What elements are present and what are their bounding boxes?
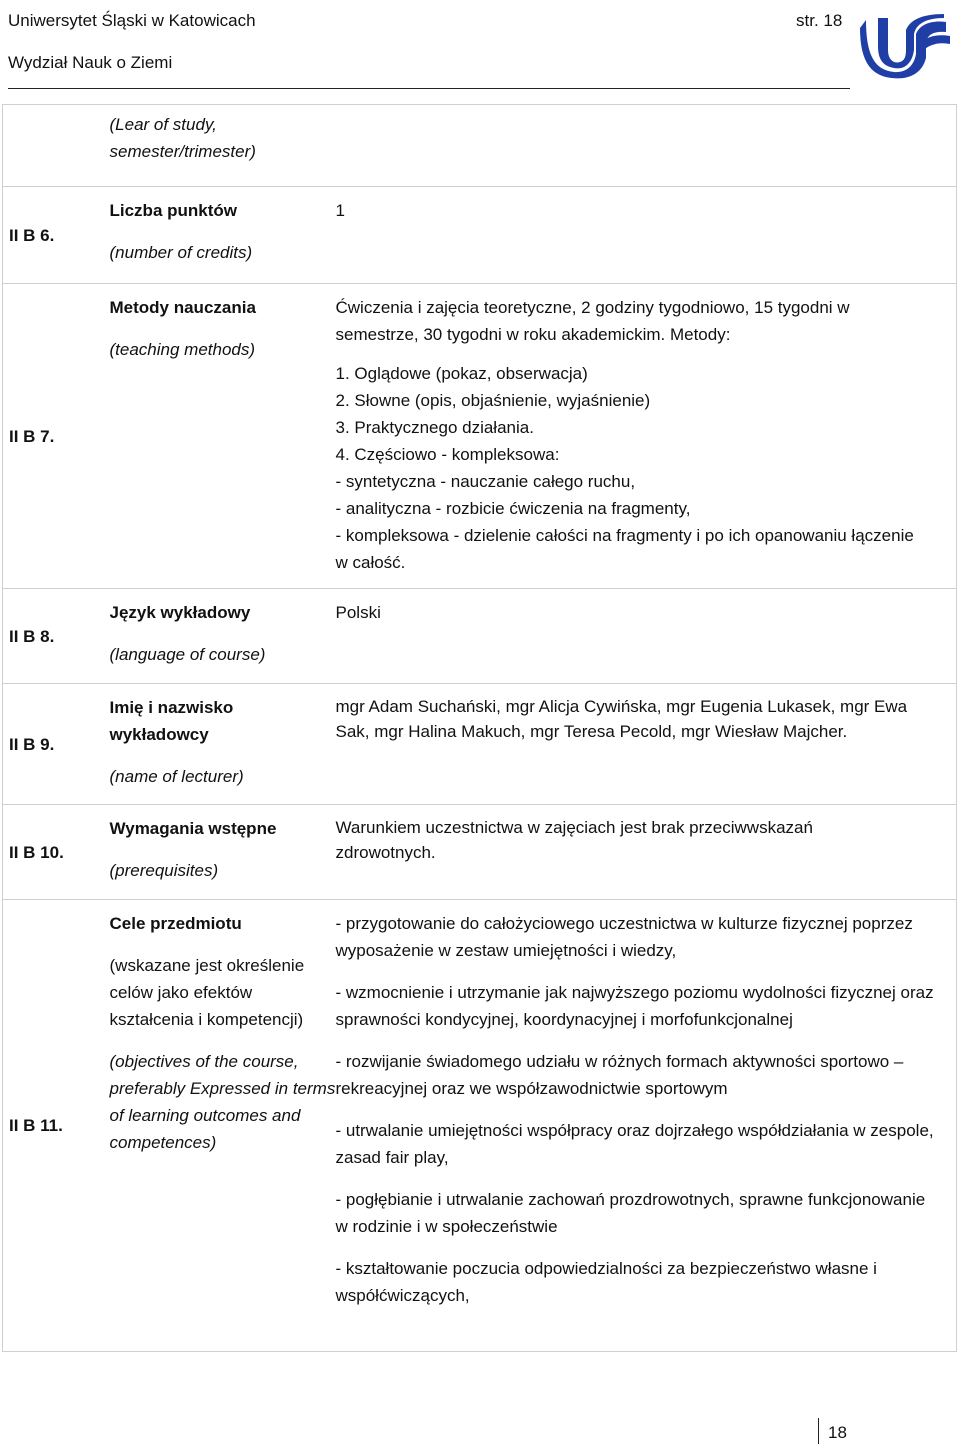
list-item: 2. Słowne (opis, objaśnienie, wyjaśnienie) — [335, 391, 651, 410]
row-label: Wymagania wstępne — [109, 819, 277, 838]
table-row — [3, 284, 957, 589]
list-item: - analityczna - rozbicie ćwiczenia na fragmenty, — [335, 499, 691, 518]
row-number: II B 7. — [9, 426, 55, 446]
row-label-en: (prerequisites) — [109, 861, 219, 880]
list-item: 4. Częściowo - kompleksowa: — [335, 445, 560, 464]
row-content: mgr Adam Suchański, mgr Alicja Cywińska, mgr Eugenia Lukasek, mgr Ewa Sak, mgr Halina Makuch, mgr Teresa Pecold, mgr Wiesław Majcher. — [335, 697, 908, 741]
objective-item: - rozwijanie świadomego udziału w różnych formach aktywności sportowo – rekreacyjnej oraz we współzawodnictwie sportowym — [335, 1052, 904, 1098]
table-row — [3, 589, 957, 684]
objective-item: - pogłębianie i utrwalanie zachowań prozdrowotnych, sprawne funkcjonowanie w rodzinie i w społeczeństwie — [335, 1190, 926, 1236]
footer-divider — [818, 1418, 819, 1444]
teaching-intro: Ćwiczenia i zajęcia teoretyczne, 2 godziny tygodniowo, 15 tygodni w semestrze, 30 tygodni w roku akademickim. Metody: — [335, 298, 850, 344]
list-item: - kompleksowa - dzielenie całości na fragmenty i po ich opanowaniu łączenie w całość. — [335, 526, 914, 572]
university-name: Uniwersytet Śląski w Katowicach — [8, 11, 256, 30]
objective-item: - przygotowanie do całożyciowego uczestnictwa w kulturze fizycznej poprzez wyposażenie w zestaw umiejętności i wiedzy, — [335, 914, 913, 960]
table-row — [3, 105, 957, 187]
table-row — [3, 805, 957, 900]
row-label-en: (name of lecturer) — [109, 767, 244, 786]
page-label: str. 18 — [796, 11, 843, 30]
row-label: Język wykładowy — [109, 603, 251, 622]
row-content: 1 — [335, 201, 345, 220]
university-logo-icon — [860, 14, 952, 80]
row-label: Imię i nazwisko wykładowcy — [109, 698, 234, 744]
row-number: II B 9. — [9, 734, 55, 754]
row-label-note: (wskazane jest określenie celów jako efektów kształcenia i kompetencji) — [109, 956, 305, 1029]
row-content: Warunkiem uczestnictwa w zajęciach jest brak przeciwwskazań zdrowotnych. — [335, 818, 813, 862]
objective-item: - utrwalanie umiejętności współpracy oraz dojrzałego współdziałania w zespole, zasad fair play, — [335, 1121, 934, 1167]
row-number: II B 8. — [9, 626, 55, 646]
footer-page-number: 18 — [828, 1423, 847, 1442]
row-label-en: (Lear of study, semester/trimester) — [109, 115, 256, 161]
list-item: 1. Oglądowe (pokaz, obserwacja) — [335, 364, 588, 383]
row-content: Polski — [335, 603, 381, 622]
table-row — [3, 187, 957, 284]
row-label: Metody nauczania — [109, 298, 256, 317]
row-label-en: (number of credits) — [109, 243, 253, 262]
list-item: 3. Praktycznego działania. — [335, 418, 534, 437]
objective-item: - kształtowanie poczucia odpowiedzialności za bezpieczeństwo własne i współćwiczących, — [335, 1259, 877, 1305]
objective-item: - wzmocnienie i utrzymanie jak najwyższego poziomu wydolności fizycznej oraz sprawności kondycyjnej, koordynacyjnej i morfofunkcjonalnej — [335, 983, 934, 1029]
row-number: II B 10. — [9, 842, 64, 862]
row-label-en: (teaching methods) — [109, 340, 256, 359]
row-label-en: (language of course) — [109, 645, 266, 664]
faculty-name: Wydział Nauk o Ziemi — [8, 53, 173, 72]
table-row — [3, 900, 957, 1352]
course-table — [2, 104, 957, 1352]
table-row — [3, 684, 957, 805]
row-label-en: (objectives of the course, preferably Expressed in terms of learning outcomes and competences) — [109, 1052, 336, 1152]
list-item: - syntetyczna - nauczanie całego ruchu, — [335, 472, 636, 491]
row-label: Cele przedmiotu — [109, 914, 242, 933]
row-number: II B 11. — [9, 1116, 63, 1135]
row-number: II B 6. — [9, 225, 55, 245]
header-rule — [8, 88, 850, 89]
row-label: Liczba punktów — [109, 201, 237, 220]
